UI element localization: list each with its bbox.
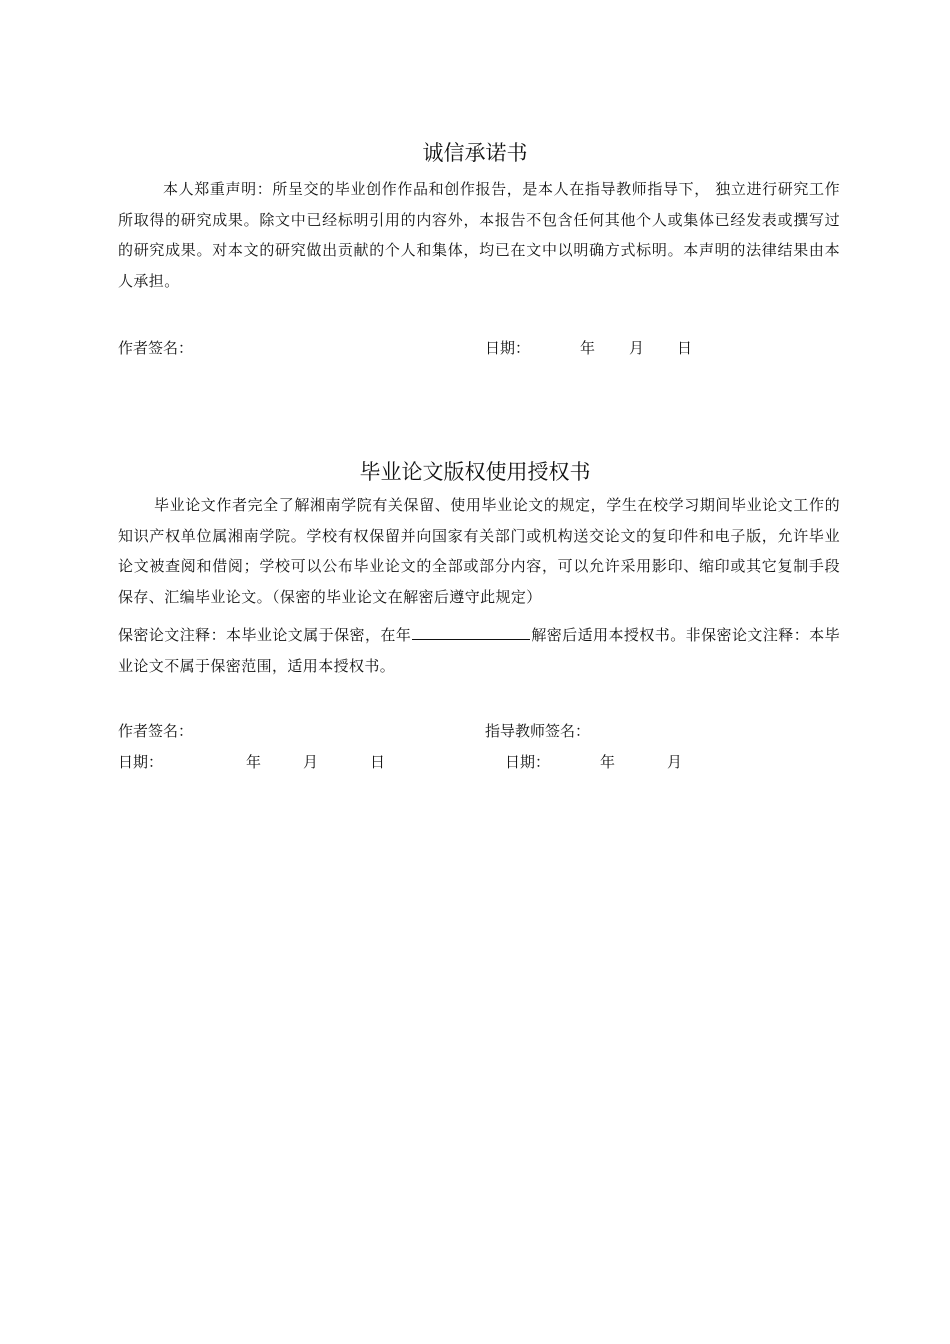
copyright-advisor-signature-label: 指导教师签名： <box>485 722 591 740</box>
secrecy-note <box>118 620 840 681</box>
copyright-advisor-year-label: 年 <box>600 753 616 771</box>
copyright-title: 毕业论文版权使用授权书 <box>359 460 591 484</box>
integrity-title: 诚信承诺书 <box>422 141 528 165</box>
secrecy-note-suffix: 解密后适用本授权书。非保密论文注释：本毕业论文不属于保密范围，适用本授权书。 <box>118 626 840 675</box>
copyright-author-month-label: 月 <box>303 753 319 771</box>
integrity-month-label: 月 <box>629 339 645 357</box>
copyright-author-signature-label: 作者签名： <box>118 722 194 740</box>
integrity-year-label: 年 <box>580 339 596 357</box>
copyright-author-day-label: 日 <box>370 753 386 771</box>
copyright-statement: 毕业论文作者完全了解湘南学院有关保留、使用毕业论文的规定，学生在校学习期间毕业论文工作的知识产权单位属湘南学院。学校有权保留并向国家有关部门或机构送交论文的复印件和电子版，允许毕业论文被查阅和借阅；学校可以公布毕业论文的全部或部分内容，可以允许采用影印、缩印或其它复制手段保存、汇编毕业论文。（保密的毕业论文在解密后遵守此规定） <box>118 496 840 606</box>
copyright-author-date-label: 日期： <box>118 753 164 771</box>
secrecy-year-blank <box>412 625 530 640</box>
integrity-author-signature-label: 作者签名： <box>118 339 194 357</box>
copyright-advisor-month-label: 月 <box>667 753 683 771</box>
copyright-author-year-label: 年 <box>246 753 262 771</box>
copyright-advisor-date-label: 日期： <box>505 753 551 771</box>
integrity-date-label: 日期： <box>485 339 531 357</box>
integrity-statement: 本人郑重声明：所呈交的毕业创作作品和创作报告，是本人在指导教师指导下， 独立进行研究工作所取得的研究成果。除文中已经标明引用的内容外，本报告不包含任何其他个人或集体已经发表或撰写过的研究成果。对本文的研究做出贡献的个人和集体，均已在文中以明确方式标明。本声明的法律结果由本人承担。 <box>118 180 840 290</box>
secrecy-note-prefix: 保密论文注释：本毕业论文属于保密，在年 <box>118 626 412 644</box>
integrity-day-label: 日 <box>677 339 693 357</box>
